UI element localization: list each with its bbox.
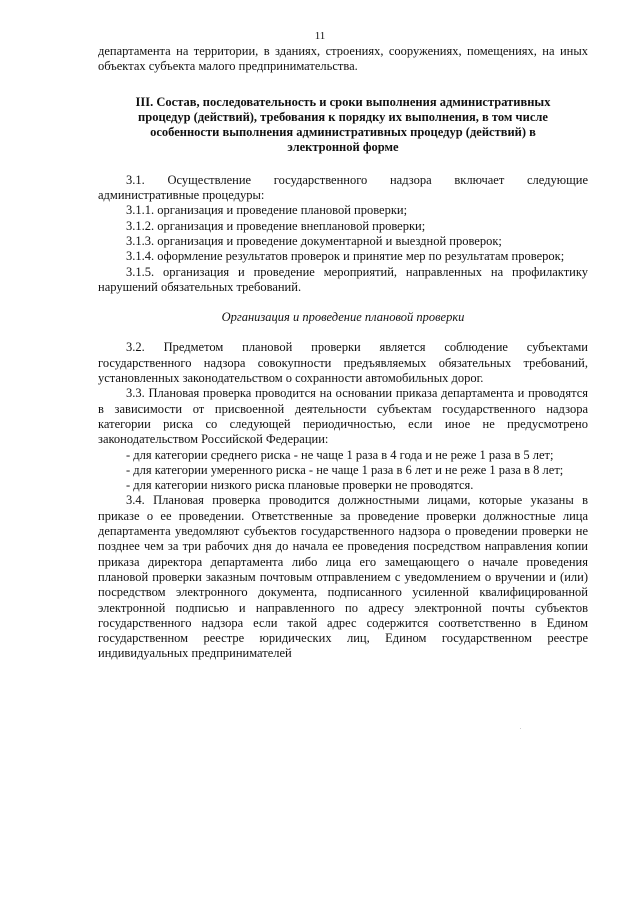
paragraph-3-1-4: 3.1.4. оформление результатов проверок и принятие мер по результатам проверок;: [126, 249, 565, 264]
scan-speck: [520, 728, 521, 729]
paragraph-3-3: 3.3. Плановая проверка проводится на основании приказа департамента и проводятся в зависимости от присвоенной деятельности субъектам государственного надзора категории риска со следующей периодичностью, если иное не предусмотрено законодательством Российской Федерации:: [98, 386, 588, 447]
section-heading-line-2: процедур (действий), требования к порядку их выполнения, в том числе: [138, 109, 548, 124]
page-number: 11: [314, 30, 326, 42]
subheading-planned-inspection: Организация и проведение плановой проверки: [221, 310, 465, 325]
section-heading-line-1: III. Состав, последовательность и сроки выполнения административных: [135, 94, 551, 109]
document-body: [98, 44, 588, 662]
paragraph-3-2: 3.2. Предметом плановой проверки является соблюдение субъектами государственного надзора совокупности предъявляемых обязательных требований, установленных законодательством о сохранности автомобильных дорог.: [98, 340, 588, 386]
dash-item-moderate-risk: - для категории умеренного риска - не чаще 1 раза в 6 лет и не реже 1 раза в 8 лет;: [126, 462, 564, 477]
paragraph-3-1-5: 3.1.5. организация и проведение мероприятий, направленных на профилактику нарушений обязательных требований.: [98, 264, 588, 294]
section-heading-line-3: особенности выполнения административных процедур (действий) в: [150, 125, 536, 140]
paragraph-3-1-3: 3.1.3. организация и проведение документарной и выездной проверок;: [126, 233, 502, 248]
section-heading: [98, 95, 588, 156]
paragraph-3-1-1: 3.1.1. организация и проведение плановой проверки;: [126, 203, 408, 218]
paragraph-3-1: 3.1. Осуществление государственного надзора включает следующие административные процедуры:: [98, 172, 588, 203]
dash-item-low-risk: - для категории низкого риска плановые проверки не проводятся.: [126, 478, 474, 493]
paragraph-3-4: 3.4. Плановая проверка проводится должностными лицами, которые указаны в приказе о ее проведении. Ответственные за проведение проверки должностные лица департамента уведомляют субъектов государственного надзора о проведении проверки не позднее чем за три рабочих дня до начала ее проведения посредством направления копии приказа директора департамента либо лица его замещающего о начале проведения плановой проверки заказным почтовым отправлением с уведомлением о вручении и (или) посредством электронного документа, подписанного усиленной квалифицированной электронной подписью и направленного по адресу электронной почты субъектов государственного надзора если такой адрес содержится соответственно в Едином государственном реестре юридических лиц, Едином государственном реестре индивидуальных предпринимателей: [98, 493, 588, 661]
section-heading-line-4: электронной форме: [287, 140, 399, 155]
paragraph-3-1-2: 3.1.2. организация и проведение внеплановой проверки;: [126, 218, 426, 233]
intro-paragraph: департамента на территории, в зданиях, строениях, сооружениях, помещениях, на иных объектах субъекта малого предпринимательства.: [98, 44, 588, 74]
dash-item-medium-risk: - для категории среднего риска - не чаще 1 раза в 4 года и не реже 1 раза в 5 лет;: [126, 447, 554, 462]
